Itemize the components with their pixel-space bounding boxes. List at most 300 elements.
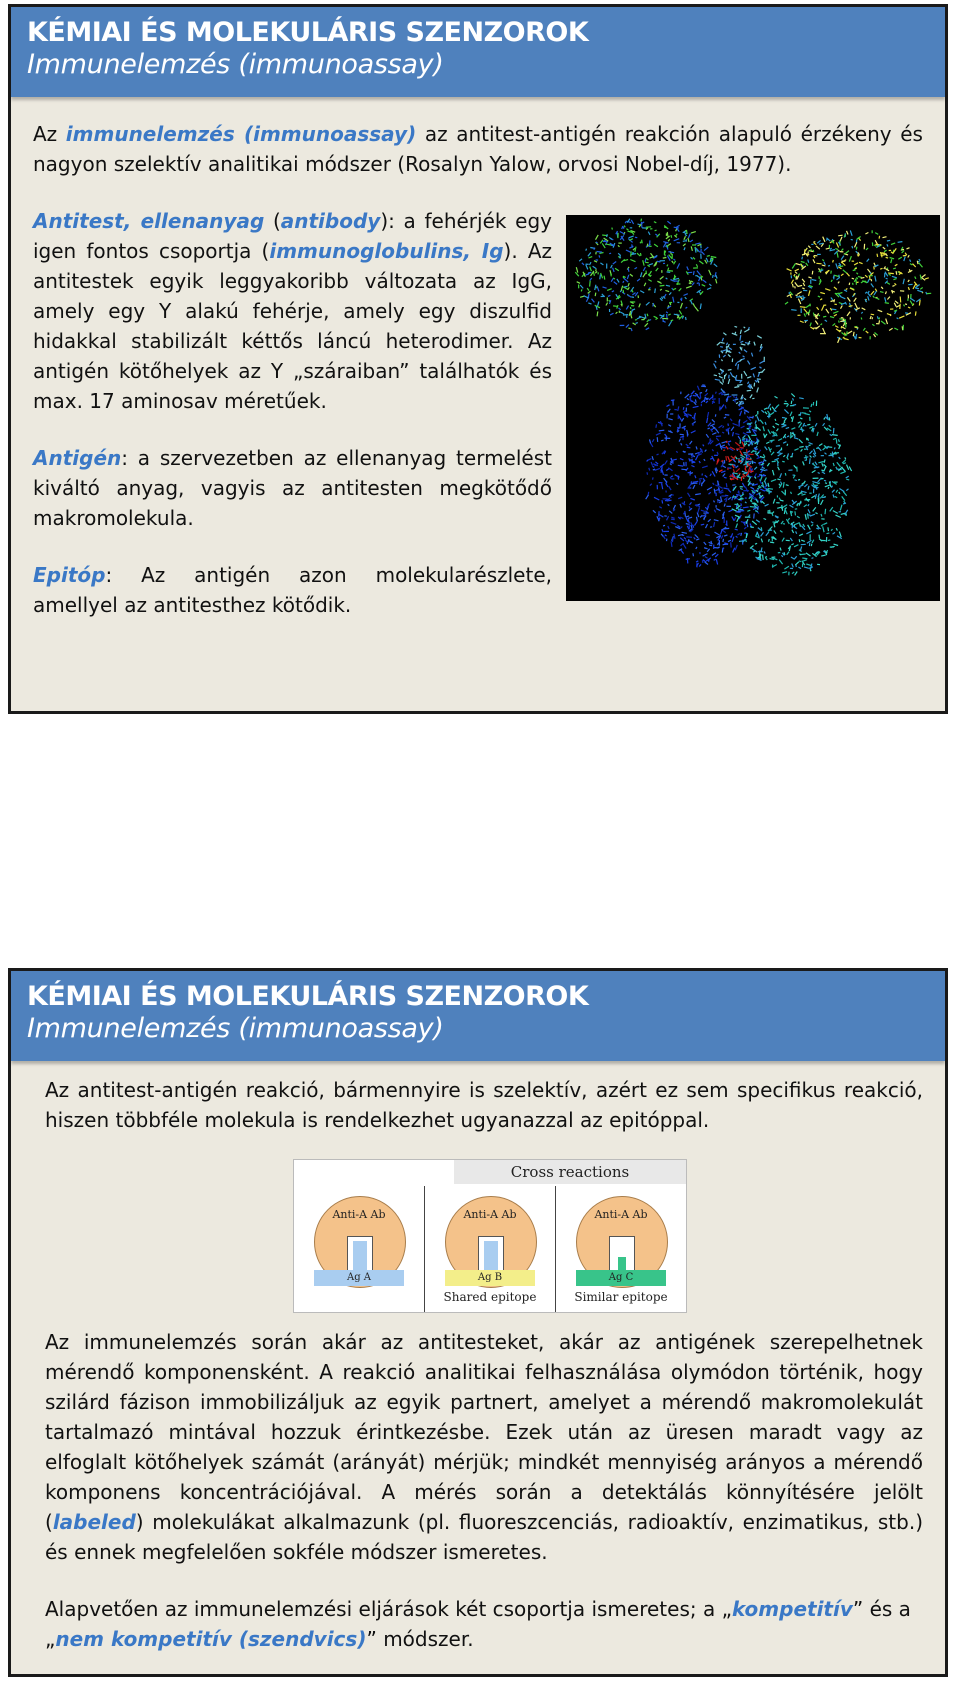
molecule-bond [828,266,830,267]
molecule-bond [847,331,848,335]
molecule-bond [790,456,792,457]
molecule-bond [766,470,768,471]
groups-text-1: Alapvetően az immunelemzési eljárások két csoportja ismeretes; a „ [45,1597,732,1621]
molecule-bond [695,399,696,402]
molecule-bond [701,524,704,525]
molecule-bond [839,319,845,320]
molecule-bond [802,413,806,414]
method-paragraph [45,1327,923,1567]
molecule-bond [811,544,812,546]
antibody-text-1: ( [264,209,281,233]
molecule-bond [726,347,729,348]
method-text-2: ) molekulákat alkalmazunk (pl. fluoreszcenciás, radioaktív, enzimatikus, stb.) és ennek megfelelően sokféle módszer ismeretes. [45,1510,923,1564]
molecule-bond [721,394,724,395]
molecule-bond [879,320,880,323]
antibody-text-3: ). Az antitestek egyik leggyakoribb változata az IgG, amely egy Y alakú fehérje, amely egy diszulfid hidakkal stabilizált kéttős láncú heterodimer. Az antigén kötőhelyek az Y „száraiban” találhatók és max. 17 aminosav méretűek. [33,239,553,413]
molecule-bond [743,507,749,508]
molecule-bond [812,558,814,559]
molecule-bond [655,230,657,231]
binding-site [609,1236,635,1271]
molecule-bond [793,405,797,406]
molecule-bond [824,480,826,481]
molecule-bond [809,445,811,446]
molecule-bond [686,317,687,320]
molecule-bond [833,260,834,262]
molecule-bond [795,480,797,481]
slide-immunoassay-intro [8,4,948,714]
molecule-bond [732,497,736,498]
molecule-bond [754,514,755,519]
slide-body [45,1075,923,1135]
molecule-bond [887,240,890,241]
molecule-bond [623,290,624,293]
molecule-bond [791,523,792,525]
molecule-bond [813,250,814,252]
molecule-bond [741,533,742,536]
molecule-bond [795,511,796,515]
molecule-bond [813,242,815,243]
molecule-bond [777,453,781,454]
molecule-bond [624,286,627,287]
binding-site [478,1236,504,1271]
molecule-bond [834,299,835,302]
molecule-bond [763,555,764,561]
molecule-bond [750,527,754,528]
binding-site [347,1236,373,1271]
molecule-bond [707,256,710,257]
molecule-bond [647,472,648,475]
molecule-bond [808,513,809,519]
molecule-bond [738,364,739,370]
molecule-bond [802,558,807,559]
slide-header [11,971,945,1061]
molecule-bond [716,392,717,394]
molecule-bond [663,525,665,526]
molecule-bond [802,288,804,289]
molecule-bond [630,307,631,309]
molecule-bond [739,402,744,403]
molecule-bond [691,281,693,282]
molecule-bond [636,323,638,324]
molecule-bond [833,428,834,434]
molecule-bond [898,242,903,243]
molecule-bond [744,533,748,534]
molecule-bond [662,318,668,319]
molecule-bond [830,454,832,455]
molecule-bond [796,295,798,296]
molecule-bond [671,320,674,321]
antigen-label: Ag A [346,1272,372,1283]
molecule-bond [728,344,729,346]
molecule-bond [776,446,780,447]
molecule-bond [734,396,735,398]
molecule-bond [649,468,650,471]
term-labeled: labeled [52,1510,136,1534]
molecule-bond [631,297,634,298]
intro-text: Az [33,122,66,146]
molecule-bond [825,509,826,514]
molecule-bond [807,424,810,425]
molecule-bond [590,281,591,287]
molecule-bond [599,255,600,257]
molecule-bond [657,454,659,455]
molecule-bond [818,473,820,474]
molecule-bond [802,254,805,255]
molecule-bond [672,538,673,542]
panel-ag-b [425,1186,555,1312]
panel-ag-c [556,1186,686,1312]
molecule-bond [628,328,630,329]
molecule-bond [739,473,741,474]
molecule-bond [853,270,856,271]
method-text-1: Az immunelemzés során akár az antitesteket, akár az antigének szerepelhetnek mérendő komponensként. A reakció analitikai felhasználása olymódon történik, hogy szilárd fázison immobilizáljuk az egyik partnert, amelyet a mérendő makromolekulát tartalmazó mintával hozzuk érintkezésbe. Ezek után az üresen maradt vagy az elfoglalt kötőhelyek számát (arányát) mérjük; mindkét mennyiség arányos a mérendő komponens koncentrációjával. A mérés során a detektálás könnyítésére jelölt ( [45,1330,923,1534]
molecule-bond [885,303,889,304]
molecule-bond [827,533,830,534]
molecule-bond [877,316,878,319]
molecule-bond [799,539,800,542]
molecule-bond [588,272,591,273]
molecule-bond [755,543,757,544]
molecule-bond [611,273,612,276]
molecule-bond [693,271,694,275]
molecule-bond [597,252,602,253]
molecule-bond [739,541,745,542]
term-epitope: Epitóp [33,563,106,587]
molecule-bond [845,457,846,459]
molecule-bond [667,272,671,273]
molecule-bond [823,316,826,317]
antigen-paragraph [33,443,552,533]
molecule-bond [653,303,654,307]
molecule-bond [795,286,796,288]
term-immunoglobulins: immunoglobulins, Ig [269,239,504,263]
slide-subtitle: Immunelemzés (immunoassay) [27,1013,444,1044]
molecule-bond [761,527,762,530]
intro-paragraph [33,119,923,179]
molecule-bond [791,417,792,419]
molecule-bond [759,493,761,494]
molecule-bond [798,480,800,481]
molecule-bond [765,557,767,558]
molecule-bond [856,247,857,250]
molecule-bond [596,269,597,271]
molecule-bond [886,278,888,279]
slide-cross-reactions [8,968,948,1677]
molecule-bond [917,261,918,264]
molecule-bond [681,469,686,470]
molecule-bond [839,321,840,323]
molecule-bond [726,456,727,461]
molecule-bond [893,268,896,269]
molecule-bond [775,419,776,421]
molecule-bond [735,326,738,327]
molecule-bond [892,285,894,286]
antigen-text: : a szervezetben az ellenanyag termelést kiváltó anyag, vagyis az antitesten megkötődő makromolekula. [33,446,552,530]
molecule-bond [777,479,780,480]
molecule-bond [782,418,786,419]
molecule-bond [723,539,724,542]
cross-reactions-figure [293,1159,687,1313]
molecule-bond [754,383,755,387]
molecule-bond [607,234,608,237]
molecule-bond [905,304,907,305]
molecule-bond [655,289,656,294]
molecule-bond [810,458,811,464]
molecule-bond [735,465,736,467]
antibody-label: Anti-A Ab [463,1208,517,1221]
molecule-bond [809,310,810,314]
specificity-paragraph: Az antitest-antigén reakció, bármennyire is szelektív, azért ez sem specifikus reakció, hiszen többféle molekula is rendelkezhet ugyanazzal az epitóppal. [45,1078,923,1132]
molecule-bond [896,271,897,275]
term-antigen: Antigén [33,446,122,470]
term-sandwich: nem kompetitív (szendvics) [55,1627,367,1651]
igg-molecule-svg [566,215,940,601]
method-text [45,1327,923,1681]
molecule-bond [656,424,657,427]
molecule-bond [752,461,753,465]
molecule-bond [669,271,674,272]
molecule-bond [879,318,880,320]
molecule-bond [667,245,668,248]
molecule-bond [877,254,878,257]
molecule-bond [709,545,712,546]
molecule-bond [769,489,770,494]
molecule-bond [647,244,648,247]
molecule-bond [604,276,605,280]
molecule-bond [600,274,601,279]
molecule-bond [640,253,641,256]
molecule-bond [832,452,833,458]
molecule-bond [758,486,760,487]
molecule-bond [686,559,690,560]
molecule-bond [718,547,720,548]
molecule-bond [903,255,907,256]
molecule-bond [700,480,701,485]
molecule-bond [861,318,862,320]
molecule-bond [880,292,884,293]
molecule-bond [723,450,725,451]
slide-title: KÉMIAI ÉS MOLEKULÁRIS SZENZOROK [27,17,589,48]
molecule-bond [828,540,831,541]
molecule-bond [737,385,742,386]
molecule-bond [880,268,882,269]
molecule-bond [828,487,829,489]
epitope-fill [484,1241,498,1271]
molecule-bond [642,240,643,244]
definitions-column [33,206,552,620]
intro-text-end: az antitest-antigén reakción alapuló érzékeny és nagyon szelektív analitikai módszer (Rosalyn Yalow, orvosi Nobel-díj, 1977). [33,122,923,176]
molecule-bond [819,535,820,539]
molecule-bond [852,246,853,248]
molecule-bond [813,328,818,329]
molecule-bond [728,370,732,371]
molecule-bond [760,554,761,556]
molecule-bond [724,477,727,478]
igg-molecule-image [566,215,940,601]
molecule-bond [657,437,658,442]
molecule-bond [800,307,806,308]
molecule-bond [832,435,838,436]
molecule-bond [902,249,905,250]
molecule-bond [871,314,874,315]
molecule-bond [852,278,854,279]
molecule-bond [802,257,803,260]
molecule-bond [919,300,920,306]
molecule-bond [697,283,699,284]
molecule-bond [699,479,702,480]
term-antibody-hu: Antitest, ellenanyag [33,209,265,233]
slide-subtitle: Immunelemzés (immunoassay) [27,49,444,80]
molecule-bond [740,442,741,444]
molecule-bond [631,251,632,256]
epitope-caption: Shared epitope [443,1290,537,1304]
molecule-bond [749,384,750,386]
molecule-bond [838,235,842,236]
molecule-bond [839,275,840,278]
molecule-bond [663,258,667,259]
molecule-bond [829,417,830,420]
molecule-bond [667,232,668,237]
molecule-bond [821,514,822,517]
molecule-bond [678,465,683,466]
molecule-bond [741,449,743,450]
molecule-bond [768,489,773,490]
antibody-text-2: ): a fehérjék egy igen fontos csoportja ( [33,209,552,263]
molecule-bond [822,265,826,266]
antibody-label: Anti-A Ab [594,1208,648,1221]
molecule-bond [687,404,690,405]
molecule-bond [769,539,770,542]
epitope-text: : Az antigén azon molekularészlete, amellyel az antitesthez kötődik. [33,563,552,617]
molecule-bond [671,235,672,238]
molecule-bond [849,283,850,285]
molecule-bond [726,483,727,487]
molecule-bond [721,343,725,344]
molecule-bond [659,430,665,431]
slide-title: KÉMIAI ÉS MOLEKULÁRIS SZENZOROK [27,981,589,1012]
molecule-bond [635,237,637,238]
antibody-label: Anti-A Ab [332,1208,386,1221]
molecule-bond [612,228,613,230]
molecule-bond [597,311,598,316]
molecule-bond [693,395,697,396]
molecule-bond [840,266,843,267]
molecule-bond [683,407,684,410]
molecule-bond [853,332,854,336]
molecule-bond [845,234,846,237]
molecule-bond [664,227,667,228]
molecule-bond [785,401,787,402]
molecule-bond [871,279,872,281]
epitope-paragraph [33,560,552,620]
molecule-bond [791,401,792,404]
molecule-bond [740,447,744,448]
molecule-bond [653,477,654,479]
molecule-bond [645,259,646,263]
molecule-bond [693,553,694,556]
figure-title: Cross reactions [510,1163,630,1181]
molecule-bond [832,309,837,310]
molecule-bond [831,271,832,274]
molecule-bond [609,253,611,254]
molecule-bond [586,249,587,251]
molecule-bond [595,293,596,297]
molecule-bond [701,386,706,387]
molecule-bond [915,288,919,289]
molecule-bond [812,271,813,275]
term-immunoassay: immunelemzés (immunoassay) [65,122,417,146]
molecule-bond [825,483,827,484]
molecule-bond [757,439,758,445]
molecule-bond [816,263,821,264]
molecule-bond [635,320,637,321]
molecule-bond [727,351,731,352]
molecule-bond [747,390,752,391]
molecule-bond [851,239,853,240]
molecule-bond [725,415,729,416]
antigen-label: Ag B [477,1272,503,1283]
term-antibody-en: antibody [280,209,381,233]
molecule-bond [739,491,740,494]
molecule-bond [662,500,663,503]
molecule-bond [785,473,786,476]
groups-text-3: ” módszer. [366,1627,474,1651]
molecule-bond [647,314,648,317]
molecule-bond [886,257,889,258]
molecule-bond [799,447,803,448]
molecule-bond [691,483,694,484]
molecule-bond [915,311,916,315]
molecule-bond [872,317,873,319]
molecule-bond [747,524,748,527]
molecule-bond [713,275,714,278]
molecule-bond [720,347,723,348]
molecule-bond [687,447,691,448]
molecule-bond [846,479,849,480]
antigen-label: Ag C [608,1272,634,1283]
molecule-bond [879,236,880,239]
molecule-bond [594,247,595,249]
molecule-bond [641,219,642,222]
epitope-caption: Similar epitope [574,1290,668,1304]
molecule-bond [770,542,774,543]
molecule-bond [796,297,802,298]
molecule-bond [660,285,665,286]
molecule-bond [786,485,789,486]
groups-paragraph [45,1594,923,1654]
antibody-paragraph [33,206,552,416]
molecule-bond [693,423,694,426]
molecule-bond [770,408,771,411]
molecule-bond [581,289,582,291]
molecule-bond [603,241,608,242]
molecule-bond [728,424,729,426]
molecule-bond [791,310,796,311]
panel-ag-a [294,1186,424,1312]
molecule-bond [740,439,741,441]
groups-text-2: ” és a „ [45,1597,911,1651]
molecule-bond [787,444,788,446]
molecule-bond [900,297,901,303]
molecule-bond [750,507,756,508]
molecule-bond [782,461,785,462]
molecule-bond [683,241,686,242]
slide-header [11,7,945,97]
epitope-fill [618,1257,626,1271]
epitope-fill [353,1241,367,1271]
molecule-bond [628,268,629,272]
molecule-bond [888,273,894,274]
